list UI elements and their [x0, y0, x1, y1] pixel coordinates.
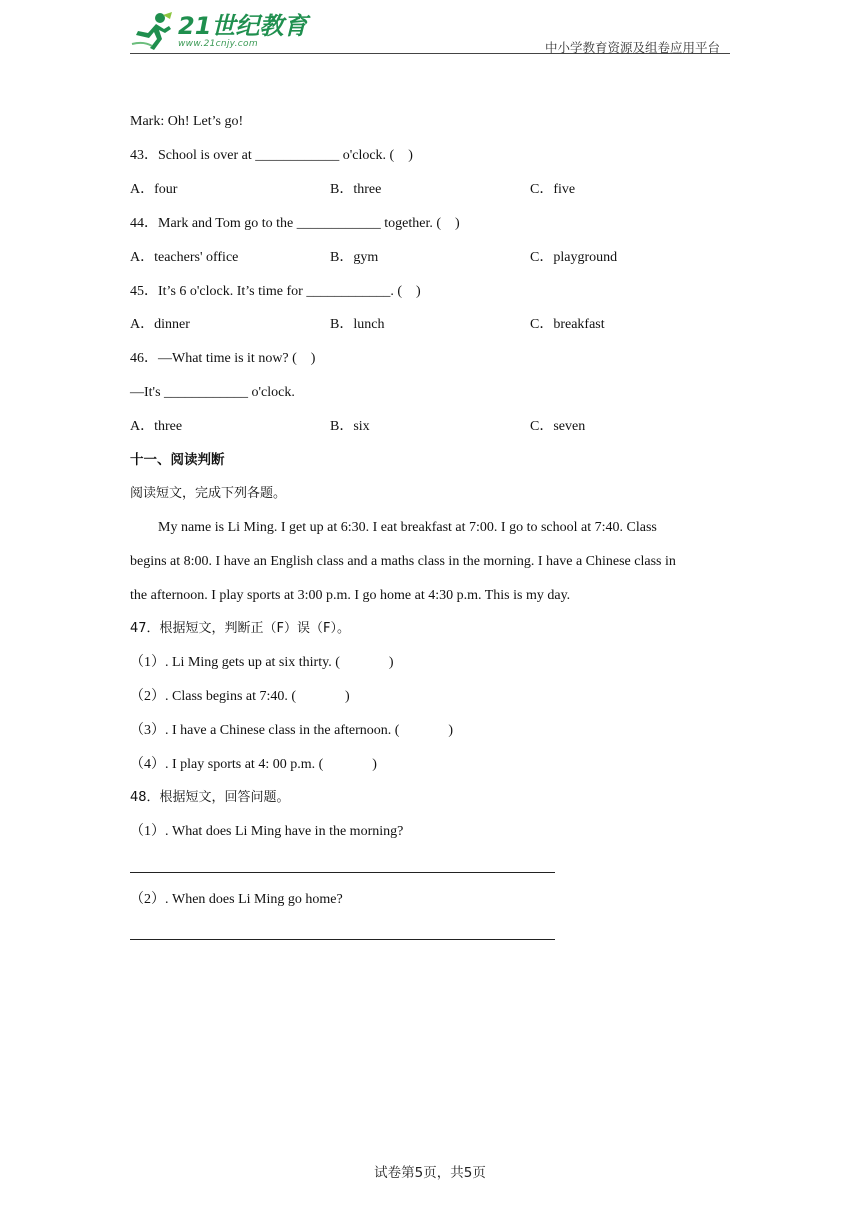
option-a: A．dinner: [130, 317, 190, 332]
question-47: 47．根据短文，判断正（F）误（F）。: [130, 621, 350, 636]
option-b: B．three: [330, 182, 382, 197]
option-c: C．seven: [530, 419, 586, 434]
answer-line-1[interactable]: [130, 872, 555, 873]
question-47-4: （4）. I play sports at 4: 00 p.m. ( ): [130, 757, 377, 772]
options-46: [130, 418, 730, 436]
options-44: [130, 249, 730, 267]
question-46-response: —It's ____________ o'clock.: [130, 385, 295, 400]
question-47-1: （1）. Li Ming gets up at six thirty. ( ): [130, 655, 394, 670]
section-heading: 十一、阅读判断: [130, 452, 225, 468]
question-47-3: （3）. I have a Chinese class in the afternoon. ( ): [130, 723, 454, 738]
question-46: 46．—What time is it now? ( ): [130, 351, 316, 366]
option-b: B．lunch: [330, 317, 385, 332]
question-44: 44．Mark and Tom go to the ____________ together. ( ): [130, 216, 460, 231]
header-divider: [130, 53, 730, 54]
option-c: C．breakfast: [530, 317, 605, 332]
question-45: 45．It’s 6 o'clock. It’s time for ____________. ( ): [130, 284, 421, 299]
option-a: A．three: [130, 419, 183, 434]
answer-line-2[interactable]: [130, 939, 555, 940]
passage-line-1: My name is Li Ming. I get up at 6:30. I eat breakfast at 7:00. I go to school at 7:40. Class: [130, 520, 657, 535]
option-c: C．playground: [530, 250, 618, 265]
question-47-2: （2）. Class begins at 7:40. ( ): [130, 689, 350, 704]
options-45: [130, 316, 730, 334]
runner-logo-icon: [130, 11, 174, 51]
dialogue-line: Mark: Oh! Let’s go!: [130, 114, 244, 129]
question-43: 43．School is over at ____________ o'clock. ( ): [130, 148, 413, 163]
question-48-1: （1）. What does Li Ming have in the morning?: [130, 824, 404, 839]
logo-url-text: www.21cnjy.com: [178, 38, 258, 49]
site-logo: [130, 10, 307, 52]
options-43: [130, 181, 730, 199]
logo-main-text: 21世纪教育: [178, 11, 308, 40]
page-header: [130, 8, 730, 54]
passage-line-3: the afternoon. I play sports at 3:00 p.m. I go home at 4:30 p.m. This is my day.: [130, 588, 571, 603]
option-a: A．teachers' office: [130, 250, 239, 265]
page-footer: 试卷第5页，共5页: [374, 1165, 486, 1181]
option-a: A．four: [130, 182, 178, 197]
question-48: 48．根据短文，回答问题。: [130, 790, 290, 805]
option-b: B．gym: [330, 250, 379, 265]
option-c: C．five: [530, 182, 576, 197]
question-48-2: （2）. When does Li Ming go home?: [130, 892, 343, 907]
instructions: 阅读短文，完成下列各题。: [130, 486, 287, 501]
platform-title: 中小学教育资源及组卷应用平台: [544, 40, 720, 55]
passage-line-2: begins at 8:00. I have an English class and a maths class in the morning. I have a Chinese class in: [130, 554, 676, 569]
option-b: B．six: [330, 419, 370, 434]
